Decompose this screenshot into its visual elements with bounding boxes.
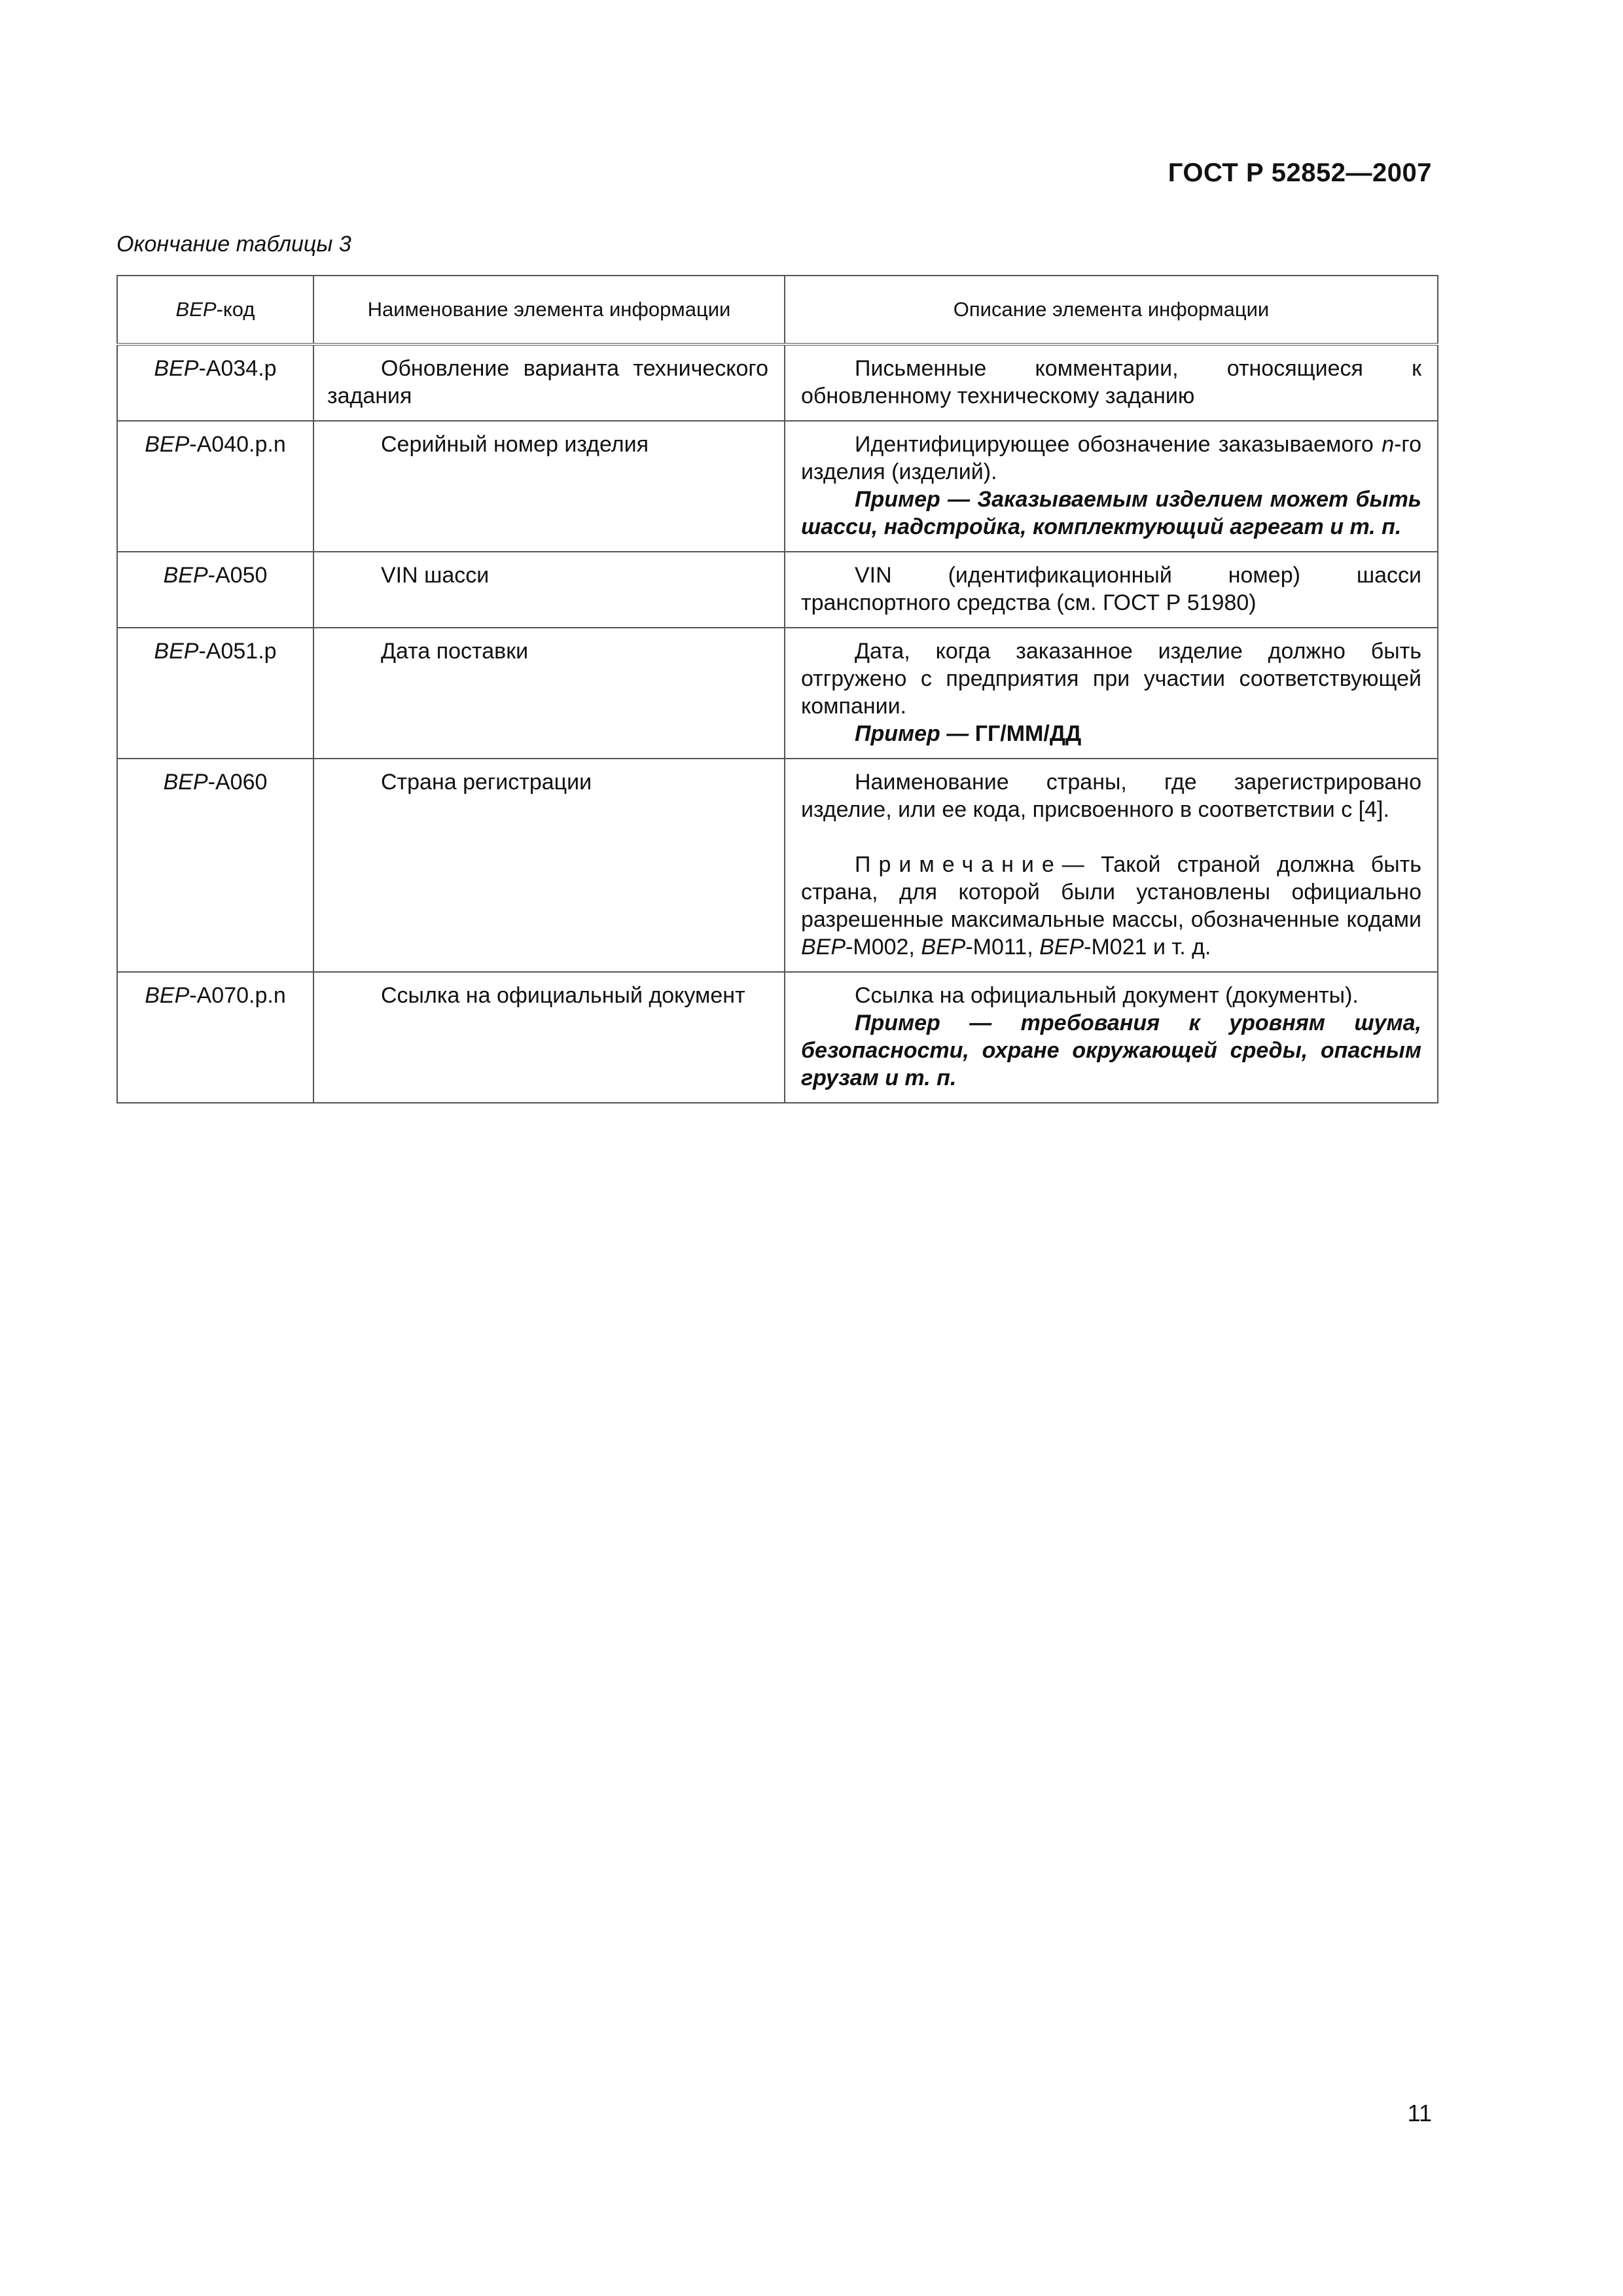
code-suffix: -А060 <box>207 770 268 795</box>
name-text: Страна регистрации <box>381 770 592 795</box>
row-code <box>117 972 313 1103</box>
table-row <box>117 972 1438 1103</box>
code-prefix: ВЕР <box>154 639 199 664</box>
code-prefix: ВЕР <box>921 935 966 960</box>
code-prefix: ВЕР <box>1039 935 1084 960</box>
column-header-code <box>117 276 313 344</box>
description-text: Наименование страны, где зарегистрировано изделие, или ее кода, присвоенного в соответствии с [4]. <box>801 770 1421 822</box>
note-body: — Такой страной должна быть страна, для которой были установлены официально разрешенные максимальные массы, обозначенные кодами <box>801 852 1421 932</box>
column-header-description: Описание элемента информации <box>785 276 1438 344</box>
example-value: ГГ/ММ/ДД <box>974 721 1082 746</box>
description-text: Ссылка на официальный документ (документы). <box>855 983 1359 1008</box>
description-text: Дата, когда заказанное изделие должно быть отгружено с предприятия при участии соответствующей компании. <box>801 639 1421 719</box>
description-n: n <box>1382 432 1395 457</box>
code-suffix: -А034.р <box>198 356 277 381</box>
row-code <box>117 552 313 628</box>
row-description <box>785 552 1438 628</box>
code-suffix: -А040.р.n <box>189 432 286 457</box>
row-name <box>313 421 785 552</box>
row-code <box>117 421 313 552</box>
table-caption: Окончание таблицы 3 <box>116 232 351 257</box>
table-row <box>117 421 1438 552</box>
table-row <box>117 759 1438 972</box>
code-prefix: ВЕР <box>163 770 208 795</box>
description-text: VIN (идентификационный номер) шасси транспортного средства (см. ГОСТ Р 51980) <box>801 563 1421 615</box>
code-suffix: -А070.р.n <box>189 983 286 1008</box>
name-text: Серийный номер изделия <box>381 432 649 457</box>
code-suffix: -М011, <box>965 935 1040 960</box>
description-rest: -го изделия (изделий). <box>801 432 1421 484</box>
table-row <box>117 344 1438 421</box>
row-code <box>117 759 313 972</box>
row-description <box>785 759 1438 972</box>
table-row <box>117 552 1438 628</box>
example-text: Пример — Заказываемым изделием может быть шасси, надстройка, комплектующий агрегат и т. п. <box>801 487 1421 539</box>
code-prefix: ВЕР <box>145 432 190 457</box>
row-name <box>313 552 785 628</box>
note-label: Примечание <box>855 852 1062 877</box>
table-header-row <box>117 276 1438 344</box>
row-name <box>313 759 785 972</box>
name-text: Ссылка на официальный документ <box>381 983 745 1008</box>
row-description <box>785 344 1438 421</box>
code-suffix: -А051.р <box>198 639 277 664</box>
row-code <box>117 628 313 759</box>
name-text: VIN шасси <box>381 563 490 588</box>
code-prefix: ВЕР <box>154 356 199 381</box>
description-text: Письменные комментарии, относящиеся к обновленному техническому заданию <box>801 356 1421 408</box>
row-description <box>785 628 1438 759</box>
code-prefix: ВЕР <box>801 935 846 960</box>
code-prefix: ВЕР <box>145 983 190 1008</box>
column-header-name: Наименование элемента информации <box>313 276 785 344</box>
code-prefix: ВЕР <box>175 298 217 321</box>
document-standard-header: ГОСТ Р 52852—2007 <box>1168 158 1432 187</box>
description-lead: Идентифицирующее обозначение заказываемого <box>855 432 1374 457</box>
row-description <box>785 972 1438 1103</box>
code-suffix: -М002, <box>846 935 921 960</box>
page-number: 11 <box>1407 2100 1432 2126</box>
code-suffix: -М021 и т. д. <box>1084 935 1211 960</box>
code-suffix: -А050 <box>207 563 268 588</box>
information-elements-table <box>116 275 1438 1103</box>
code-suffix: -код <box>216 298 255 321</box>
row-name <box>313 628 785 759</box>
example-text: Пример — требования к уровням шума, безопасности, охране окружающей среды, опасным грузам и т. п. <box>801 1011 1421 1090</box>
code-prefix: ВЕР <box>163 563 208 588</box>
row-name <box>313 344 785 421</box>
description-text <box>801 431 1421 486</box>
note-text <box>801 851 1421 961</box>
row-code <box>117 344 313 421</box>
table-row <box>117 628 1438 759</box>
row-description <box>785 421 1438 552</box>
name-text: Обновление варианта технического задания <box>327 356 768 408</box>
example-text <box>801 720 1421 747</box>
name-text: Дата поставки <box>381 639 529 664</box>
example-label: Пример — <box>855 721 969 746</box>
row-name <box>313 972 785 1103</box>
